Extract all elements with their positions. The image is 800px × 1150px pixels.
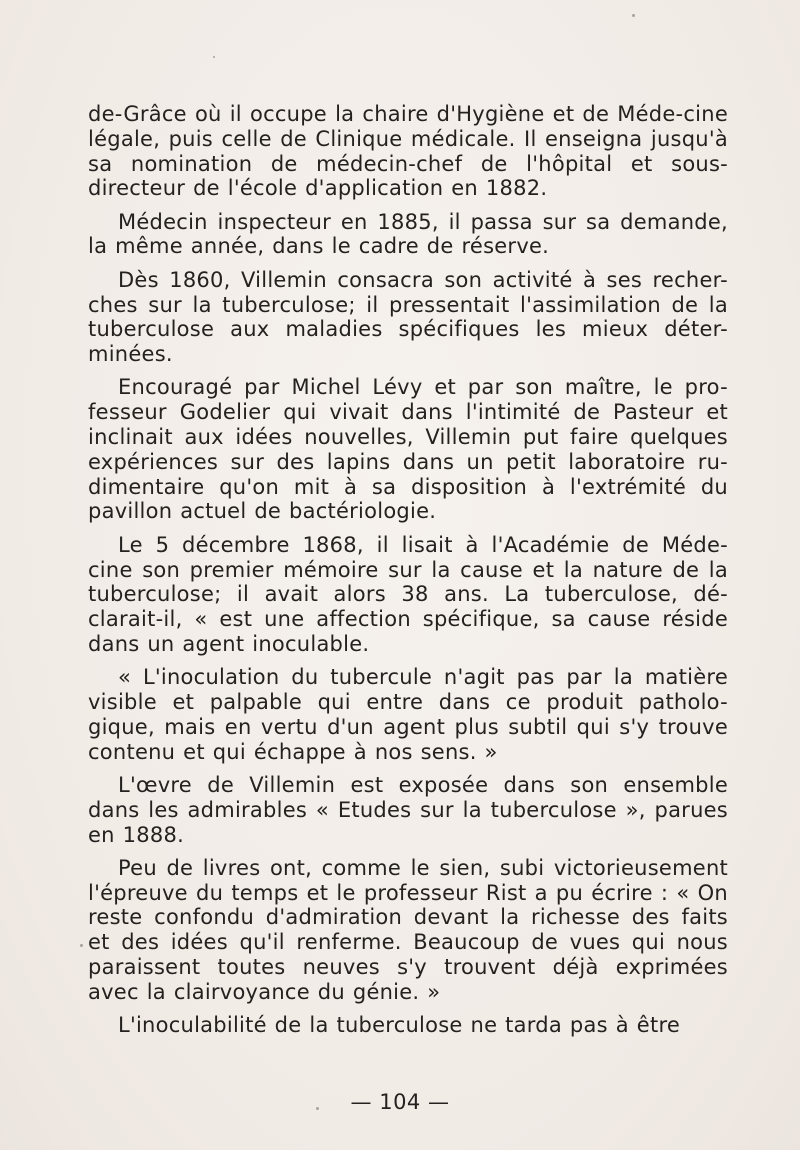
paper-speck <box>632 14 635 17</box>
page-number: — 104 — <box>350 1090 450 1114</box>
paragraph-academie: Le 5 décembre 1868, il lisait à l'Académie de Méde-cine son premier mémoire sur la cause et la nature de la tuberculose; il avait alors 38 ans. La tuberculose, dé-clarait-il, « est une affection spécifique, sa cause réside dans un agent inoculable. <box>88 532 728 656</box>
paper-speck <box>213 56 215 58</box>
body-text <box>88 102 728 1046</box>
paragraph-continuation: de-Grâce où il occupe la chaire d'Hygiène et de Méde-cine légale, puis celle de Clinique médicale. Il enseigna jusqu'à sa nomination de médecin-chef de l'hôpital et sous-directeur de l'école d'application en 1882. <box>88 102 728 201</box>
paper-speck <box>80 944 83 947</box>
paragraph-inoculabilite: L'inoculabilité de la tuberculose ne tarda pas à être <box>118 1013 681 1038</box>
paragraph-inspecteur: Médecin inspecteur en 1885, il passa sur sa demande, la même année, dans le cadre de réserve. <box>88 209 728 259</box>
paragraph-recherches: Dès 1860, Villemin consacra son activité à ses recher-ches sur la tuberculose; il pressentait l'assimilation de la tuberculose aux maladies spécifiques les mieux déter-minées. <box>88 267 728 367</box>
paragraph-encourage: Encouragé par Michel Lévy et par son maître, le pro-fesseur Godelier qui vivait dans l'intimité de Pasteur et inclinait aux idées nouvelles, Villemin put faire quelques expériences sur des lapins dans un petit laboratoire ru-dimentaire qu'on mit à sa disposition à l'extrémité du pavillon actuel de bactériologie. <box>88 375 728 524</box>
paragraph-oeuvre: L'œvre de Villemin est exposée dans son ensemble dans les admirables « Etudes sur la tuberculose », parues en 1888. <box>88 772 728 847</box>
paragraph-inoculation-quote: « L'inoculation du tubercule n'agit pas par la matière visible et palpable qui entre dans ce produit patholo-gique, mais en vertu d'un agent plus subtil qui s'y trouve contenu et qui échappe à nos sens. » <box>88 665 728 764</box>
paragraph-rist-quote: Peu de livres ont, comme le sien, subi victorieusement l'épreuve du temps et le professeur Rist a pu écrire : « On reste confondu d'admiration devant la richesse des faits et des idées qu'il renferme. Beaucoup de vues qui nous paraissent toutes neuves s'y trouvent déjà exprimées avec la clairvoyance du génie. » <box>88 855 728 1004</box>
